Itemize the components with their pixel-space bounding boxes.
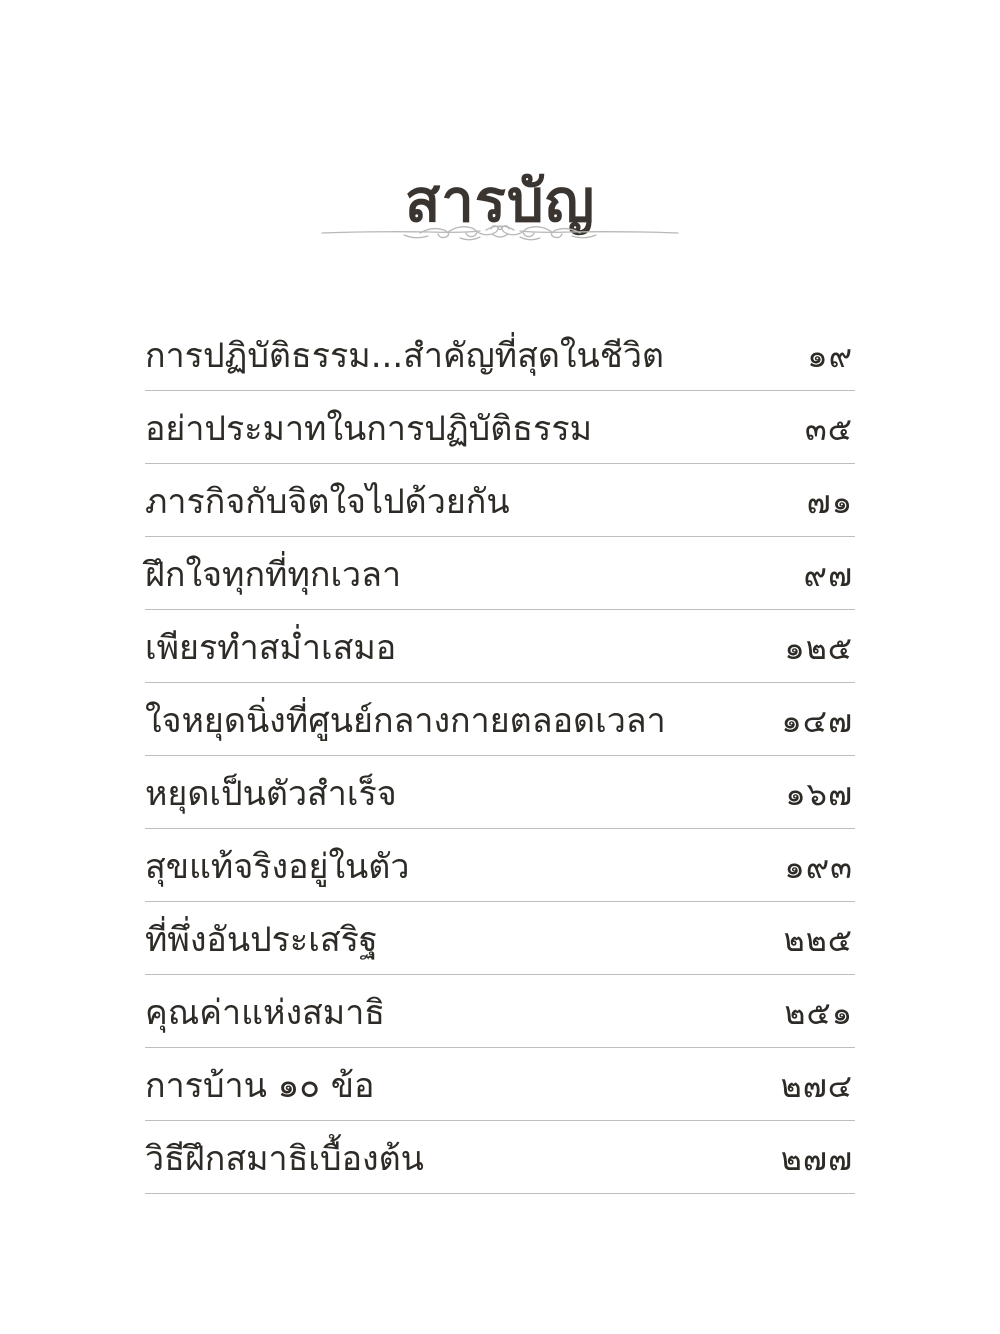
toc-entry[interactable] bbox=[145, 464, 855, 537]
toc-entry-page-number: ๒๗๗ bbox=[780, 1140, 853, 1178]
toc-entry-title: ภารกิจกับจิตใจไปด้วยกัน bbox=[145, 482, 510, 522]
toc-entry-title: หยุดเป็นตัวสำเร็จ bbox=[145, 774, 397, 814]
toc-entry-page-number: ๒๗๔ bbox=[780, 1067, 853, 1105]
toc-entry[interactable] bbox=[145, 537, 855, 610]
toc-entry[interactable] bbox=[145, 902, 855, 975]
toc-entry[interactable] bbox=[145, 829, 855, 902]
toc-entry-page-number: ๑๙ bbox=[807, 337, 853, 375]
toc-entry-page-number: ๑๔๗ bbox=[781, 702, 853, 740]
toc-entry[interactable] bbox=[145, 391, 855, 464]
toc-entry-title: วิธีฝึกสมาธิเบื้องต้น bbox=[145, 1139, 424, 1179]
toc-entry-title: การปฏิบัติธรรม...สำคัญที่สุดในชีวิต bbox=[145, 336, 665, 376]
page-title: สารบัญ bbox=[404, 166, 596, 235]
toc-entry-title: ที่พึ่งอันประเสริฐ bbox=[145, 920, 378, 960]
toc-entry-page-number: ๑๙๓ bbox=[784, 848, 853, 886]
toc-entry[interactable] bbox=[145, 318, 855, 391]
toc-entry[interactable] bbox=[145, 1048, 855, 1121]
toc-entry-title: คุณค่าแห่งสมาธิ bbox=[145, 993, 386, 1033]
toc-entry-title: ใจหยุดนิ่งที่ศูนย์กลางกายตลอดเวลา bbox=[145, 701, 666, 741]
toc-entry[interactable] bbox=[145, 1121, 855, 1194]
toc-entry-page-number: ๒๒๕ bbox=[783, 921, 853, 959]
toc-entry-page-number: ๗๑ bbox=[806, 483, 853, 521]
toc-entry[interactable] bbox=[145, 756, 855, 829]
toc-entry-page-number: ๓๕ bbox=[804, 410, 853, 448]
flourish-divider-icon bbox=[320, 216, 680, 250]
toc-entry-title: การบ้าน ๑๐ ข้อ bbox=[145, 1066, 375, 1106]
toc-entry-page-number: ๑๖๗ bbox=[785, 775, 853, 813]
toc-entry-title: เพียรทำสม่ำเสมอ bbox=[145, 628, 397, 668]
toc-entry-title: อย่าประมาทในการปฏิบัติธรรม bbox=[145, 409, 592, 449]
toc-entry-page-number: ๒๕๑ bbox=[784, 994, 853, 1032]
toc-entry-title: สุขแท้จริงอยู่ในตัว bbox=[145, 847, 410, 887]
toc-entry[interactable] bbox=[145, 683, 855, 756]
toc-entry[interactable] bbox=[145, 610, 855, 683]
toc-entry-page-number: ๑๒๕ bbox=[784, 629, 853, 667]
toc-entry[interactable] bbox=[145, 975, 855, 1048]
table-of-contents bbox=[145, 318, 855, 1194]
toc-entry-title: ฝึกใจทุกที่ทุกเวลา bbox=[145, 555, 402, 595]
toc-entry-page-number: ๙๗ bbox=[803, 556, 853, 594]
